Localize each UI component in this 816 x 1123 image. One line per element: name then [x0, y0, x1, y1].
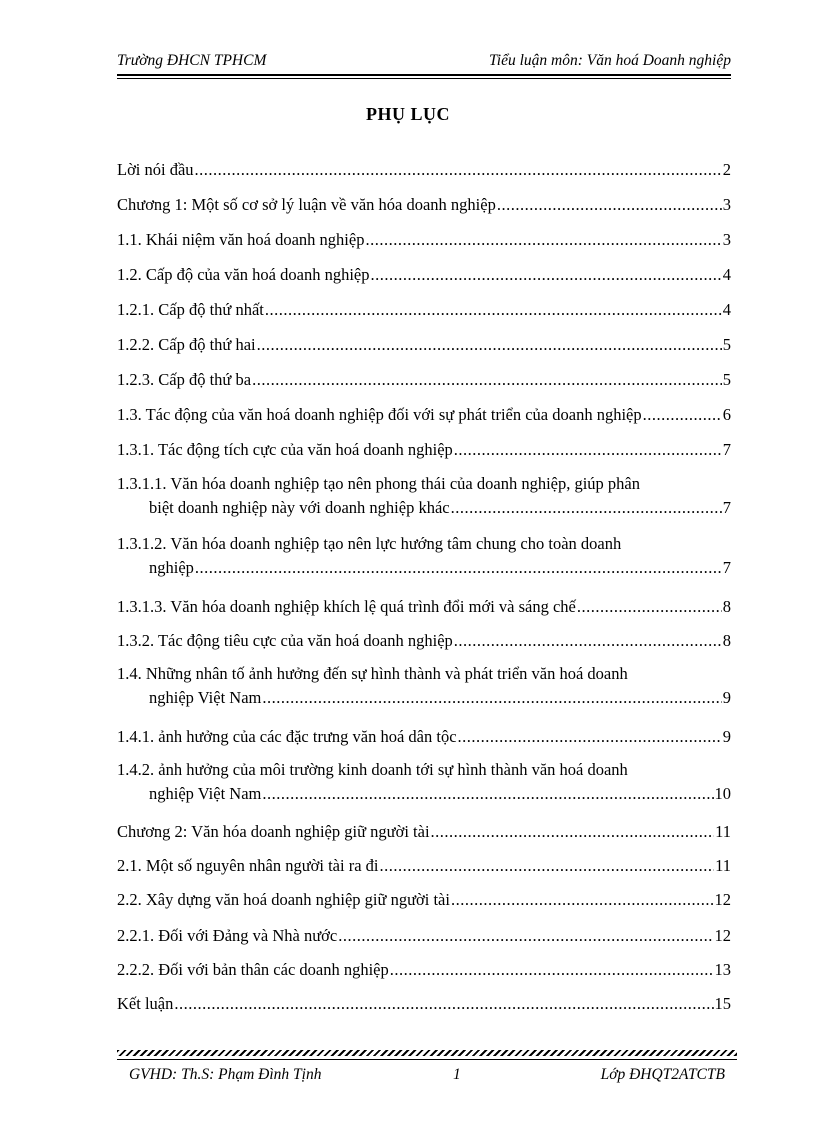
toc-leader-dots [365, 230, 721, 250]
toc-leader-dots [338, 926, 713, 946]
toc-leader-dots [195, 160, 722, 180]
toc-entry[interactable] [117, 405, 731, 427]
toc-leader-dots [390, 960, 714, 980]
toc-entry-title: 2.1. Một số nguyên nhân người tài ra đi [117, 856, 379, 875]
toc-page-number: 11 [715, 822, 731, 841]
toc-entry[interactable] [117, 474, 731, 520]
toc-entry-title-continued: nghiệp Việt Nam [149, 688, 262, 707]
toc-entry-title-continued: nghiệp [149, 558, 194, 577]
toc-leader-dots [454, 440, 722, 460]
toc-entry[interactable] [117, 230, 731, 252]
toc-page-number: 8 [722, 631, 731, 650]
toc-entry[interactable] [117, 195, 731, 217]
toc-leader-dots [195, 558, 722, 578]
toc-entry-title: 1.3.1.1. Văn hóa doanh nghiệp tạo nên phong thái của doanh nghiệp, giúp phân [117, 474, 641, 493]
header-school: Trường ĐHCN TPHCM [117, 52, 267, 69]
toc-page-number: 6 [722, 405, 731, 424]
toc-page-number: 4 [722, 300, 731, 319]
toc-entry[interactable] [117, 370, 731, 392]
toc-entry-title: 2.2. Xây dựng văn hoá doanh nghiệp giữ người tài [117, 890, 450, 909]
footer-instructor: GVHD: Th.S: Phạm Đình Tịnh [129, 1066, 322, 1083]
footer-rule [117, 1059, 737, 1060]
page-header [117, 50, 731, 76]
toc-leader-dots [643, 405, 722, 425]
footer-decorative-rule [117, 1050, 737, 1056]
toc-entry[interactable] [117, 727, 731, 749]
toc-leader-dots [454, 631, 722, 651]
toc-leader-dots [458, 727, 722, 747]
toc-leader-dots [262, 688, 721, 708]
toc-page-number: 15 [714, 994, 731, 1013]
toc-entry[interactable] [117, 760, 731, 806]
toc-leader-dots [262, 784, 713, 804]
toc-entry-title: Kết luận [117, 994, 174, 1013]
toc-entry-title: 1.2.1. Cấp độ thứ nhất [117, 300, 264, 319]
toc-leader-dots [257, 335, 722, 355]
toc-entry-title: 1.3.1.2. Văn hóa doanh nghiệp tạo nên lực hướng tâm chung cho toàn doanh [117, 534, 622, 553]
toc-entry-title: 1.4. Những nhân tố ảnh hưởng đến sự hình thành và phát triển văn hoá doanh [117, 664, 628, 683]
toc-leader-dots [252, 370, 722, 390]
toc-entry-title-continued: biệt doanh nghiệp này với doanh nghiệp khác [149, 498, 450, 517]
toc-entry[interactable] [117, 300, 731, 322]
toc-entry-title: 1.4.2. ảnh hưởng của môi trường kinh doanh tới sự hình thành văn hoá doanh [117, 760, 628, 779]
toc-page-number: 3 [722, 230, 731, 249]
toc-entry-title: 1.4.1. ảnh hưởng của các đặc trưng văn hoá dân tộc [117, 727, 457, 746]
toc-entry-title-continued: nghiệp Việt Nam [149, 784, 262, 803]
toc-entry-title: 1.3.1.3. Văn hóa doanh nghiệp khích lệ quá trình đổi mới và sáng chế [117, 597, 576, 616]
toc-entry[interactable] [117, 890, 731, 912]
toc-page-number: 9 [722, 727, 731, 746]
toc-leader-dots [577, 597, 722, 617]
toc-entry-title: 1.3.2. Tác động tiêu cực của văn hoá doanh nghiệp [117, 631, 453, 650]
toc-page-number: 7 [722, 440, 731, 459]
toc-leader-dots [451, 498, 722, 518]
toc-entry-title: 1.3. Tác động của văn hoá doanh nghiệp đối với sự phát triển của doanh nghiệp [117, 405, 642, 424]
page-footer [117, 1050, 737, 1090]
toc-entry-title: 1.2. Cấp độ của văn hoá doanh nghiệp [117, 265, 370, 284]
toc-page-number: 7 [722, 558, 731, 577]
toc-page-number: 12 [714, 890, 731, 909]
toc-entry[interactable] [117, 160, 731, 182]
toc-entry[interactable] [117, 265, 731, 287]
toc-leader-dots [431, 822, 715, 842]
toc-entry[interactable] [117, 597, 731, 619]
toc-entry[interactable] [117, 822, 731, 844]
toc-entry[interactable] [117, 534, 731, 580]
toc-entry[interactable] [117, 994, 731, 1016]
toc-leader-dots [451, 890, 714, 910]
toc-leader-dots [370, 265, 721, 285]
toc-entry-title: 1.3.1. Tác động tích cực của văn hoá doanh nghiệp [117, 440, 453, 459]
toc-page-number: 2 [722, 160, 731, 179]
toc-entry[interactable] [117, 335, 731, 357]
toc-page-number: 3 [722, 195, 731, 214]
header-rule [117, 74, 731, 76]
header-rule-thin [117, 78, 731, 79]
toc-page-number: 7 [722, 498, 731, 517]
toc-page-number: 5 [722, 335, 731, 354]
toc-leader-dots [265, 300, 722, 320]
toc-entry-title: Chương 1: Một số cơ sở lý luận về văn hóa doanh nghiệp [117, 195, 496, 214]
footer-class: Lớp ĐHQT2ATCTB [600, 1066, 725, 1083]
toc-page-number: 9 [722, 688, 731, 707]
toc-entry-title: 2.2.1. Đối với Đảng và Nhà nước [117, 926, 338, 945]
toc-page-number: 13 [714, 960, 731, 979]
toc-leader-dots [174, 994, 713, 1014]
toc-entry-title: 2.2.2. Đối với bản thân các doanh nghiệp [117, 960, 389, 979]
footer-page-number: 1 [453, 1066, 461, 1083]
toc-page-number: 10 [714, 784, 731, 803]
toc-page-number: 11 [715, 856, 731, 875]
toc-entry-title: 1.2.3. Cấp độ thứ ba [117, 370, 252, 389]
toc-page-number: 5 [722, 370, 731, 389]
toc-entry[interactable] [117, 631, 731, 653]
toc-leader-dots [379, 856, 714, 876]
toc-page-number: 12 [714, 926, 731, 945]
toc-page-number: 8 [722, 597, 731, 616]
toc-entry[interactable] [117, 926, 731, 948]
toc-entry[interactable] [117, 960, 731, 982]
toc-leader-dots [497, 195, 722, 215]
toc-entry-title: 1.1. Khái niệm văn hoá doanh nghiệp [117, 230, 365, 249]
toc-entry-title: 1.2.2. Cấp độ thứ hai [117, 335, 256, 354]
toc-entry[interactable] [117, 664, 731, 710]
page-title: PHỤ LỤC [366, 104, 450, 124]
toc-entry-title: Lời nói đầu [117, 160, 194, 179]
header-course: Tiểu luận môn: Văn hoá Doanh nghiệp [489, 52, 731, 69]
toc-entry[interactable] [117, 440, 731, 462]
toc-entry[interactable] [117, 856, 731, 878]
toc-page-number: 4 [722, 265, 731, 284]
toc-entry-title: Chương 2: Văn hóa doanh nghiệp giữ người tài [117, 822, 430, 841]
